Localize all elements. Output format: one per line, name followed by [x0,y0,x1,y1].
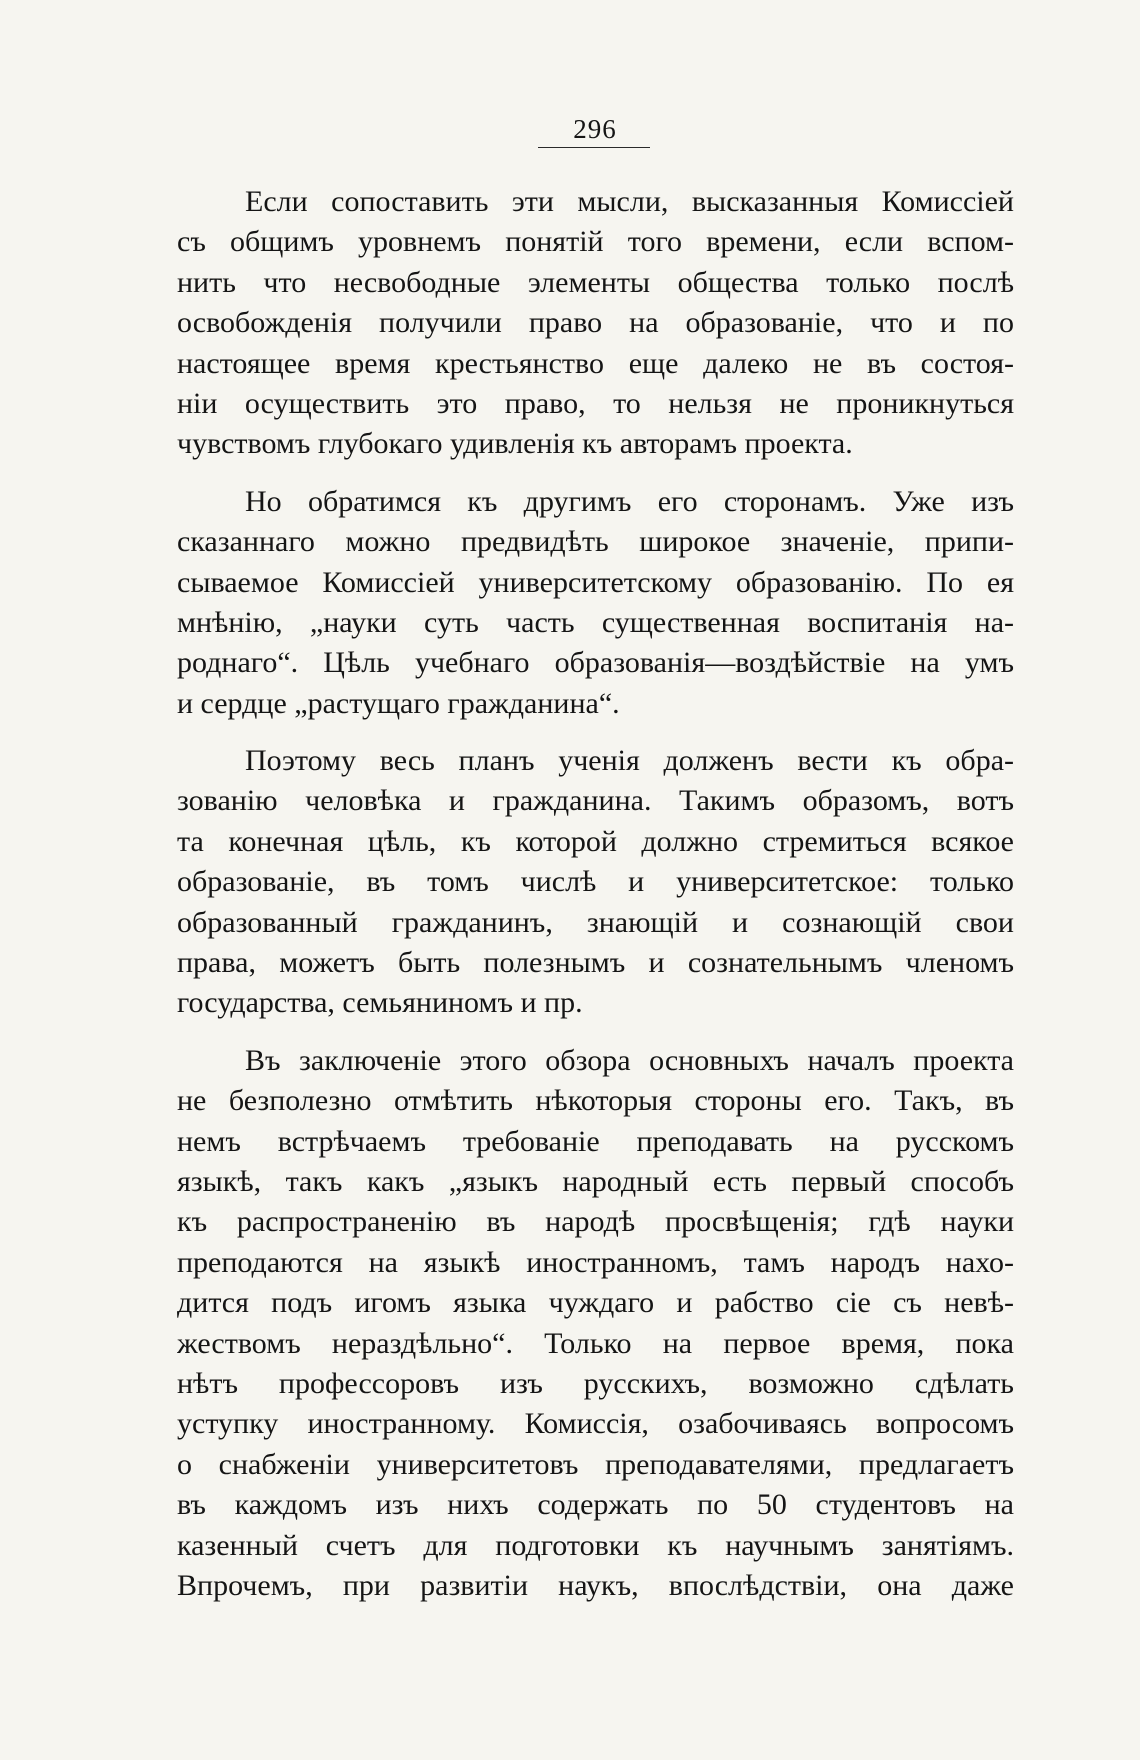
text-line: преподаются на языкѣ иностранномъ, тамъ народъ нахо- [177,1245,1014,1279]
text-line: государства, семьяниномъ и пр. [177,986,583,1020]
text-line: о снабженіи университетовъ преподавателями, предлагаетъ [177,1447,1014,1481]
text-line: права, можетъ быть полезнымъ и сознательнымъ членомъ [177,946,1014,980]
text-line: настоящее время крестьянство еще далеко не въ состоя- [177,346,1014,380]
text-line: съ общимъ уровнемъ понятій того времени, если вспом- [177,225,1014,259]
text-line: чувствомъ глубокаго удивленія къ авторамъ проекта. [177,427,853,461]
text-line: освобожденія получили право на образованіе, что и по [177,306,1014,340]
text-line: Поэтому весь планъ ученія долженъ вести къ обра- [245,744,1014,778]
text-line: въ каждомъ изъ нихъ содержать по 50 студентовъ на [177,1488,1014,1522]
text-line: нить что несвободные элементы общества только послѣ [177,265,1014,299]
text-line: ніи осуществить это право, то нельзя не проникнуться [177,386,1014,420]
paragraph-4 [177,1041,1014,1606]
paragraph-3 [177,741,1014,1024]
text-line: Но обратимся къ другимъ его сторонамъ. Уже изъ [245,484,1014,518]
text-line: сываемое Комиссіей университетскому образованію. По ея [177,565,1014,599]
text-line: мнѣнію, „науки суть часть существенная воспитанія на- [177,605,1014,639]
text-line: Въ заключеніе этого обзора основныхъ началъ проекта [245,1043,1014,1077]
body-text [177,182,1014,1623]
paragraph-1 [177,182,1014,465]
paragraph-2 [177,482,1014,724]
page-number: 296 [573,114,617,144]
text-line: языкѣ, такъ какъ „языкъ народный есть первый способъ [177,1164,1014,1198]
text-line: уступку иностранному. Комиссія, озабочиваясь вопросомъ [177,1407,1014,1441]
text-line: не безполезно отмѣтить нѣкоторыя стороны его. Такъ, въ [177,1084,1014,1118]
text-line: Если сопоставить эти мысли, высказанныя Комиссіей [245,185,1014,218]
text-line: образованный гражданинъ, знающій и сознающій свои [177,905,1014,939]
text-line: жествомъ нераздѣльно“. Только на первое время, пока [177,1326,1014,1360]
text-line: и сердце „растущаго гражданина“. [177,686,620,720]
text-line: роднаго“. Цѣль учебнаго образованія—воздѣйствіе на умъ [177,646,1014,680]
text-line: нѣтъ профессоровъ изъ русскихъ, возможно сдѣлать [177,1366,1014,1400]
text-line: дится подъ игомъ языка чуждаго и рабство сіе съ невѣ- [177,1286,1014,1320]
text-line: зованію человѣка и гражданина. Такимъ образомъ, вотъ [177,784,1014,818]
text-line: казенный счетъ для подготовки къ научнымъ занятіямъ. [177,1528,1014,1562]
page-number-rule [538,147,650,148]
text-line: немъ встрѣчаемъ требованіе преподавать на русскомъ [177,1124,1014,1158]
text-line: образованіе, въ томъ числѣ и университетское: только [177,865,1014,899]
text-line: сказаннаго можно предвидѣть широкое значеніе, припи- [177,525,1014,559]
text-line: къ распространенію въ народѣ просвѣщенія; гдѣ науки [177,1205,1014,1239]
text-line: Впрочемъ, при развитіи наукъ, впослѣдствіи, она даже [177,1568,1014,1602]
text-line: та конечная цѣль, къ которой должно стремиться всякое [177,824,1014,858]
